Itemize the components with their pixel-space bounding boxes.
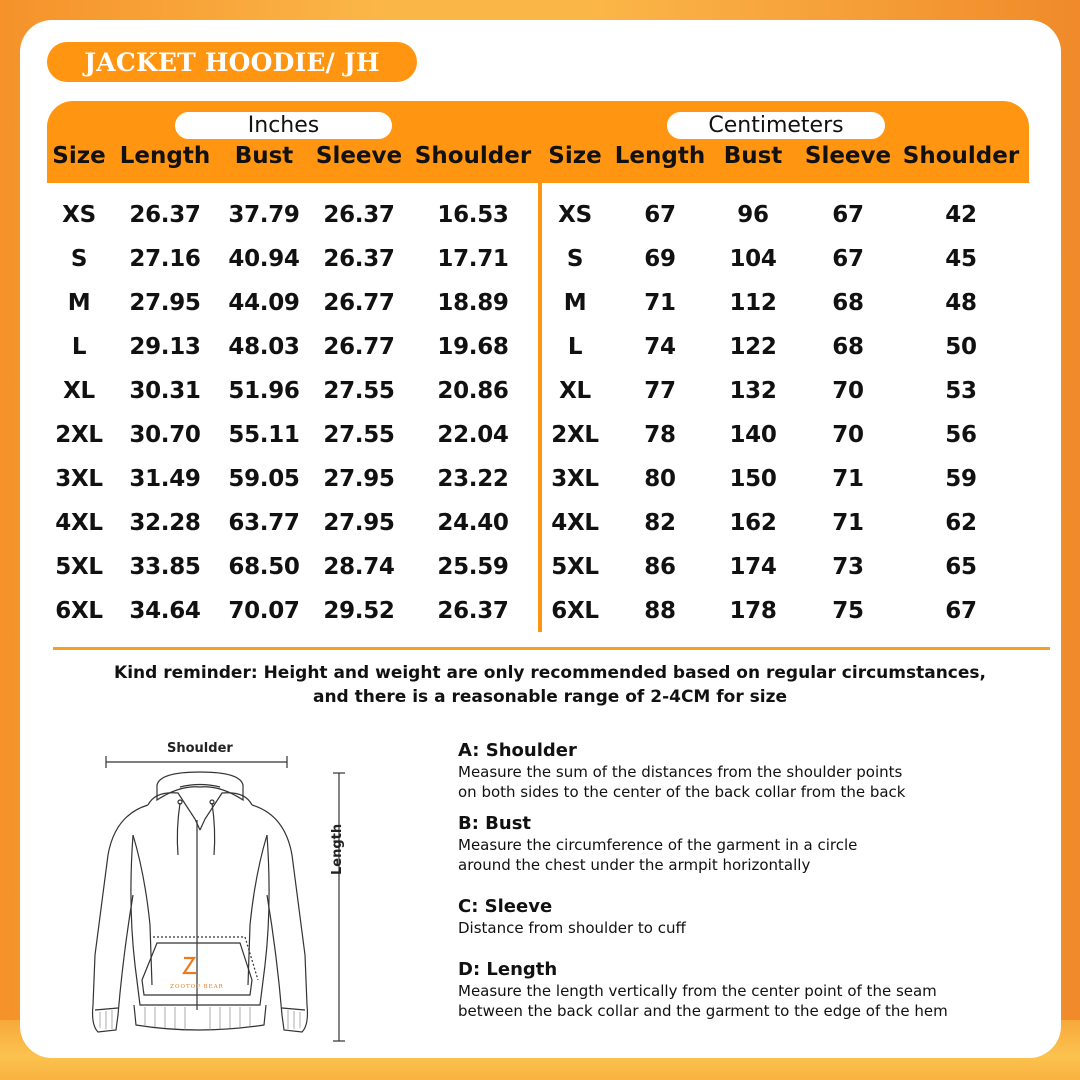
header-inches-bust: Bust: [234, 143, 294, 169]
cell-centimeters-bust: 122: [729, 334, 777, 360]
cell-centimeters-sleeve: 71: [832, 510, 864, 536]
cell-centimeters-sleeve: 70: [832, 378, 864, 404]
unit-divider: [538, 183, 542, 632]
cell-centimeters-sleeve: 67: [832, 246, 864, 272]
measurement-description: Measure the length vertically from the center point of the seam: [458, 982, 937, 1000]
cell-centimeters-sleeve: 73: [832, 554, 864, 580]
cell-centimeters-shoulder: 67: [945, 598, 977, 624]
cell-centimeters-size: XL: [559, 378, 591, 404]
cell-inches-sleeve: 26.77: [323, 334, 395, 360]
cell-centimeters-bust: 140: [729, 422, 777, 448]
header-cm-length: Length: [614, 143, 706, 169]
cell-centimeters-bust: 112: [729, 290, 777, 316]
cell-inches-size: XS: [62, 202, 96, 228]
cell-centimeters-shoulder: 59: [945, 466, 977, 492]
cell-inches-bust: 55.11: [228, 422, 300, 448]
cell-centimeters-size: 4XL: [551, 510, 599, 536]
header-cm-size: Size: [548, 143, 602, 169]
cell-inches-length: 29.13: [129, 334, 201, 360]
cell-inches-sleeve: 27.95: [323, 510, 395, 536]
cell-inches-length: 31.49: [129, 466, 201, 492]
cell-centimeters-sleeve: 68: [832, 334, 864, 360]
header-inches-sleeve: Sleeve: [315, 143, 403, 169]
cell-centimeters-size: XS: [558, 202, 592, 228]
cell-centimeters-shoulder: 53: [945, 378, 977, 404]
cell-inches-shoulder: 26.37: [437, 598, 509, 624]
header-cm-sleeve: Sleeve: [804, 143, 892, 169]
cell-centimeters-bust: 132: [729, 378, 777, 404]
measurement-description: around the chest under the armpit horizontally: [458, 856, 811, 874]
cell-inches-sleeve: 26.77: [323, 290, 395, 316]
cell-centimeters-length: 86: [644, 554, 676, 580]
cell-centimeters-length: 67: [644, 202, 676, 228]
cell-inches-sleeve: 28.74: [323, 554, 395, 580]
measurement-description: on both sides to the center of the back collar from the back: [458, 783, 906, 801]
cell-centimeters-shoulder: 48: [945, 290, 977, 316]
cell-inches-size: S: [70, 246, 88, 272]
cell-inches-bust: 59.05: [228, 466, 300, 492]
cell-inches-shoulder: 23.22: [437, 466, 509, 492]
cell-inches-shoulder: 18.89: [437, 290, 509, 316]
cell-centimeters-shoulder: 65: [945, 554, 977, 580]
measurement-description: Distance from shoulder to cuff: [458, 919, 686, 937]
cell-inches-length: 32.28: [129, 510, 201, 536]
hoodie-outline-icon: [60, 725, 390, 1055]
cell-centimeters-size: M: [563, 290, 587, 316]
cell-centimeters-size: L: [567, 334, 583, 360]
cell-centimeters-length: 82: [644, 510, 676, 536]
header-cm-shoulder: Shoulder: [902, 143, 1020, 169]
cell-inches-bust: 68.50: [228, 554, 300, 580]
cell-inches-shoulder: 22.04: [437, 422, 509, 448]
measurement-title: D: Length: [458, 959, 558, 980]
unit-label-inches: Inches: [175, 112, 392, 139]
cell-centimeters-shoulder: 62: [945, 510, 977, 536]
cell-inches-bust: 37.79: [228, 202, 300, 228]
cell-centimeters-length: 77: [644, 378, 676, 404]
cell-centimeters-sleeve: 75: [832, 598, 864, 624]
cell-centimeters-size: 2XL: [551, 422, 599, 448]
cell-centimeters-bust: 162: [729, 510, 777, 536]
cell-inches-sleeve: 27.55: [323, 422, 395, 448]
unit-label-centimeters: Centimeters: [667, 112, 885, 139]
measurement-item: [458, 813, 857, 875]
measurement-item: [458, 959, 948, 1021]
measurement-title: B: Bust: [458, 813, 532, 834]
cell-inches-size: M: [67, 290, 91, 316]
measurement-description: Measure the circumference of the garment in a circle: [458, 836, 858, 854]
cell-centimeters-bust: 96: [737, 202, 769, 228]
cell-centimeters-length: 69: [644, 246, 676, 272]
measurement-description: between the back collar and the garment to the edge of the hem: [458, 1002, 948, 1020]
cell-centimeters-size: S: [566, 246, 584, 272]
cell-inches-sleeve: 27.55: [323, 378, 395, 404]
cell-inches-length: 33.85: [129, 554, 201, 580]
cell-inches-length: 26.37: [129, 202, 201, 228]
header-inches-size: Size: [52, 143, 106, 169]
cell-inches-shoulder: 20.86: [437, 378, 509, 404]
cell-inches-shoulder: 25.59: [437, 554, 509, 580]
cell-centimeters-bust: 104: [729, 246, 777, 272]
section-divider: [53, 647, 1050, 650]
cell-centimeters-size: 3XL: [551, 466, 599, 492]
cell-centimeters-sleeve: 70: [832, 422, 864, 448]
measurement-item: [458, 896, 686, 938]
cell-inches-size: L: [71, 334, 87, 360]
cell-inches-size: 4XL: [55, 510, 103, 536]
cell-centimeters-sleeve: 68: [832, 290, 864, 316]
measurement-description: Measure the sum of the distances from the shoulder points: [458, 763, 903, 781]
reminder-line-1: Kind reminder: Height and weight are only recommended based on regular circumstances,: [114, 663, 986, 683]
cell-inches-bust: 51.96: [228, 378, 300, 404]
measurement-title: A: Shoulder: [458, 740, 577, 761]
cell-inches-bust: 48.03: [228, 334, 300, 360]
reminder-line-2: and there is a reasonable range of 2-4CM for size: [312, 687, 788, 707]
cell-centimeters-shoulder: 45: [945, 246, 977, 272]
cell-inches-size: XL: [63, 378, 95, 404]
cell-inches-length: 34.64: [129, 598, 201, 624]
page-title: JACKET HOODIE/ JH: [84, 47, 380, 77]
cell-inches-length: 27.95: [129, 290, 201, 316]
cell-centimeters-size: 5XL: [551, 554, 599, 580]
cell-inches-size: 2XL: [55, 422, 103, 448]
cell-centimeters-length: 74: [644, 334, 676, 360]
cell-inches-size: 5XL: [55, 554, 103, 580]
header-inches-length: Length: [119, 143, 211, 169]
svg-text:ZOOTOP BEAR: ZOOTOP BEAR: [170, 984, 224, 990]
cell-inches-shoulder: 16.53: [437, 202, 509, 228]
cell-centimeters-length: 88: [644, 598, 676, 624]
cell-centimeters-length: 80: [644, 466, 676, 492]
measurement-title: C: Sleeve: [458, 896, 553, 917]
cell-centimeters-bust: 174: [729, 554, 777, 580]
cell-inches-bust: 70.07: [228, 598, 300, 624]
cell-centimeters-bust: 178: [729, 598, 777, 624]
kind-reminder: [60, 661, 1040, 709]
cell-centimeters-bust: 150: [729, 466, 777, 492]
cell-centimeters-length: 71: [644, 290, 676, 316]
cell-inches-size: 6XL: [55, 598, 103, 624]
cell-inches-shoulder: 24.40: [437, 510, 509, 536]
cell-inches-size: 3XL: [55, 466, 103, 492]
header-cm-bust: Bust: [723, 143, 783, 169]
cell-centimeters-shoulder: 42: [945, 202, 977, 228]
table-header: [47, 101, 1029, 183]
cell-inches-bust: 63.77: [228, 510, 300, 536]
title-badge: [47, 42, 417, 82]
cell-inches-bust: 44.09: [228, 290, 300, 316]
cell-inches-bust: 40.94: [228, 246, 300, 272]
cell-inches-sleeve: 29.52: [323, 598, 395, 624]
cell-centimeters-size: 6XL: [551, 598, 599, 624]
cell-centimeters-shoulder: 56: [945, 422, 977, 448]
cell-centimeters-shoulder: 50: [945, 334, 977, 360]
cell-inches-shoulder: 17.71: [437, 246, 509, 272]
cell-centimeters-sleeve: 71: [832, 466, 864, 492]
measurement-item: [458, 740, 905, 802]
cell-inches-sleeve: 26.37: [323, 246, 395, 272]
cell-inches-sleeve: 26.37: [323, 202, 395, 228]
hoodie-diagram: [60, 725, 390, 1055]
cell-inches-shoulder: 19.68: [437, 334, 509, 360]
diagram-length-label: Length: [330, 823, 345, 875]
cell-centimeters-sleeve: 67: [832, 202, 864, 228]
diagram-shoulder-label: Shoulder: [167, 741, 233, 756]
cell-centimeters-length: 78: [644, 422, 676, 448]
cell-inches-sleeve: 27.95: [323, 466, 395, 492]
header-inches-shoulder: Shoulder: [414, 143, 532, 169]
cell-inches-length: 30.70: [129, 422, 201, 448]
cell-inches-length: 30.31: [129, 378, 201, 404]
cell-inches-length: 27.16: [129, 246, 201, 272]
